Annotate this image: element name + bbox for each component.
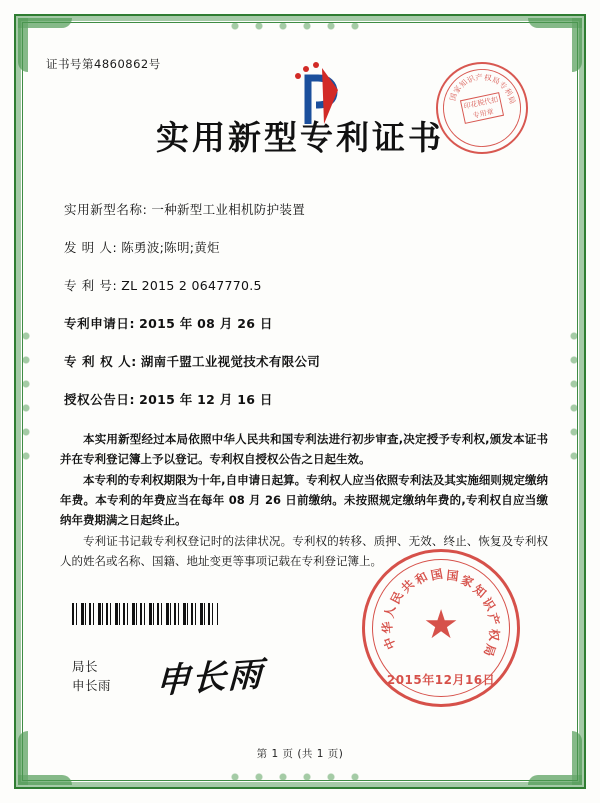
field-label: 授权公告日: (64, 392, 136, 407)
field-label: 专 利 号: (64, 278, 118, 293)
certificate-content (46, 38, 554, 765)
handwritten-signature: 申长雨 (155, 654, 265, 702)
field-label: 发 明 人: (64, 240, 118, 255)
page-footer: 第 1 页 (共 1 页) (256, 748, 344, 760)
legal-paragraph: 本专利的专利权期限为十年,自申请日起算。专利权人应当依照专利法及其实施细则规定缴纳年费。本专利的年费应当在每年 08 月 26 日前缴纳。未按照规定缴纳年费的,专利权自应当缴纳年费期满之日起终止。 (60, 473, 548, 527)
seal-arc-text: 国 家 知 识 产 权 局 专 利 局 (448, 72, 518, 106)
page-title: 实用新型专利证书 (156, 118, 444, 157)
barcode (72, 603, 218, 625)
field-patent-number (64, 277, 554, 294)
field-value: 湖南千盟工业视觉技术有限公司 (140, 354, 321, 369)
certificate-number: 证书号第4860862号 (46, 57, 161, 71)
seal-center-text: 印花税代扣专用章 (460, 92, 504, 124)
certificate-fields (46, 201, 554, 408)
field-grant-announcement-date (64, 391, 554, 408)
seal-arc-text: 中 华 人 民 共 和 国 国 家 知 识 产 权 局 (380, 566, 502, 658)
legal-text-block (46, 429, 554, 571)
field-value: 陈勇波;陈明;黄炬 (121, 240, 220, 255)
field-label: 专 利 权 人: (64, 354, 137, 369)
field-utility-model-name (64, 201, 554, 218)
field-value: ZL 2015 2 0647770.5 (121, 278, 262, 293)
field-application-date (64, 315, 554, 332)
field-value: 一种新型工业相机防护装置 (151, 202, 306, 217)
field-value: 2015 年 08 月 26 日 (139, 316, 273, 331)
border-flourish-top (225, 18, 375, 34)
signature-block (72, 657, 111, 695)
national-office-seal (362, 549, 520, 707)
legal-paragraph: 本实用新型经过本局依照中华人民共和国专利法进行初步审查,决定授予专利权,颁发本证书并在专利登记簿上予以登记。专利权自授权公告之日起生效。 (60, 432, 548, 466)
director-label: 局长 (72, 659, 99, 674)
border-flourish-right (566, 326, 582, 476)
field-inventors (64, 239, 554, 256)
director-name: 申长雨 (72, 678, 112, 693)
legal-paragraph: 专利证书记载专利权登记时的法律状况。专利权的转移、质押、无效、终止、恢复及专利权人的姓名或名称、国籍、地址变更等事项记载在专利登记簿上。 (60, 534, 548, 568)
seal-date: 2015年12月16日 (386, 673, 496, 687)
field-patentee (64, 353, 554, 370)
border-flourish-bottom (225, 769, 375, 785)
border-flourish-left (18, 326, 34, 476)
field-label: 专利申请日: (64, 316, 136, 331)
star-emblem-icon: ★ (423, 601, 459, 648)
field-value: 2015 年 12 月 16 日 (139, 392, 273, 407)
patent-office-logo-icon (278, 60, 368, 132)
field-label: 实用新型名称: (64, 202, 148, 217)
